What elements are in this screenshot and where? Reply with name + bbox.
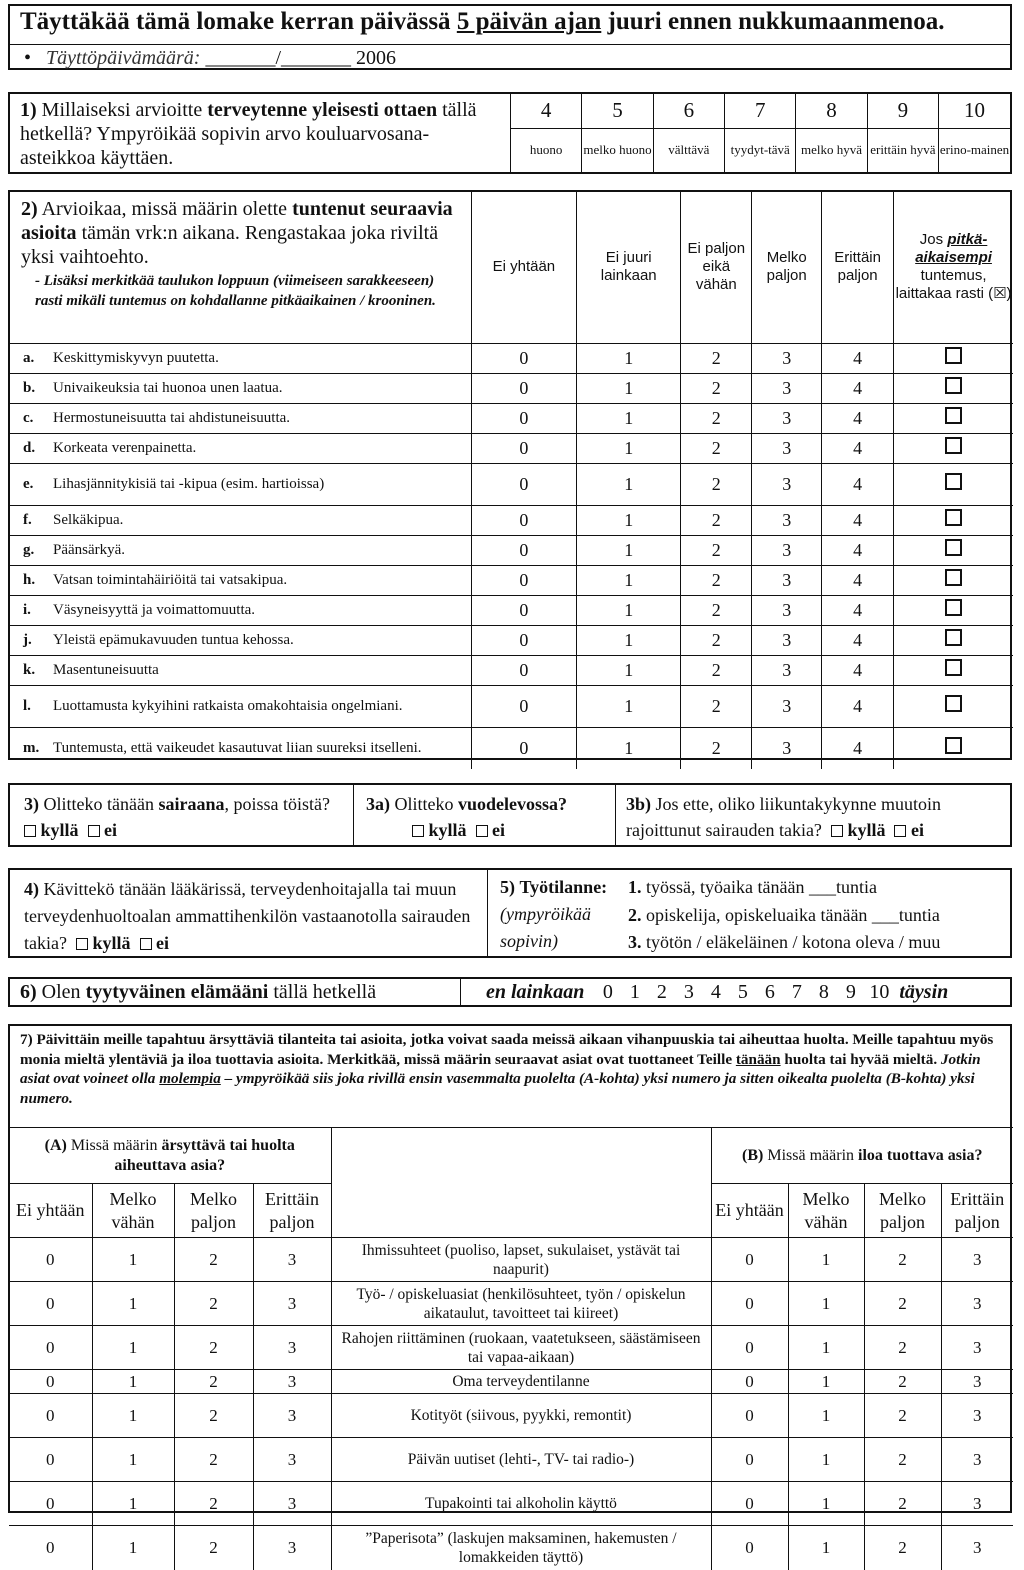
rating-a-option[interactable]: 3 [253,1238,331,1282]
q3-yes-checkbox[interactable] [24,825,36,837]
rating-option[interactable]: 4 [822,373,894,403]
symptom-row [9,463,1013,505]
header-title: Täyttäkää tämä lomake kerran päivässä 5 päivän ajan juuri ennen nukkumaanmenoa. [20,8,945,35]
rating-option[interactable]: 0 [471,403,576,433]
rating-option[interactable]: 3 [752,565,822,595]
rating-b-option[interactable]: 2 [864,1238,941,1282]
event-row [9,1526,1013,1570]
event-row [9,1282,1013,1326]
rating-option[interactable]: 0 [471,433,576,463]
q4-no-checkbox[interactable] [140,938,152,950]
rating-b-option[interactable]: 1 [788,1438,864,1482]
chronic-checkbox[interactable] [945,539,962,556]
q3-no-checkbox[interactable] [88,825,100,837]
q4-yes-checkbox[interactable] [76,938,88,950]
item-text: Hermostuneisuutta tai ahdistuneisuutta. [53,409,291,426]
rating-option[interactable]: 3 [752,343,822,373]
rating-option[interactable]: 1 [577,433,681,463]
rating-option[interactable]: 3 [752,403,822,433]
item-text: Yleistä epämukavuuden tuntua kehossa. [53,631,294,648]
rating-b-option[interactable]: 3 [941,1238,1013,1282]
rating-a-option[interactable]: 1 [92,1394,174,1438]
rating-option[interactable]: 3 [752,505,822,535]
rating-b-option[interactable]: 3 [941,1482,1013,1526]
rating-b-option[interactable]: 2 [864,1394,941,1438]
form-header [8,4,1012,70]
scale-value[interactable]: 6 [653,94,724,128]
rating-b-option[interactable]: 0 [711,1394,788,1438]
rating-b-option[interactable]: 2 [864,1370,941,1394]
event-row [9,1238,1013,1282]
rating-b-option[interactable]: 1 [788,1526,864,1570]
event-text: Oma terveydentilanne [331,1370,711,1394]
rating-option[interactable]: 4 [822,655,894,685]
rating-option[interactable]: 1 [577,463,681,505]
rating-b-option[interactable]: 2 [864,1526,941,1570]
item-text: Luottamusta kykyihini ratkaista omakohtaisia ongelmiani. [53,697,403,714]
symptom-row [9,505,1013,535]
item-letter: i. [23,601,31,618]
col-header-b: Melko vähän [788,1184,864,1238]
rating-option[interactable]: 1 [577,595,681,625]
rating-a-option[interactable]: 3 [253,1438,331,1482]
satisfaction-option[interactable]: 2 [656,981,667,1003]
rating-option[interactable]: 0 [471,625,576,655]
item-text: Selkäkipua. [53,511,124,528]
scale-value[interactable]: 10 [939,94,1010,128]
q3b-no-checkbox[interactable] [894,825,906,837]
rating-option[interactable]: 3 [752,625,822,655]
rating-option[interactable]: 1 [577,625,681,655]
rating-option[interactable]: 2 [681,625,752,655]
scale-label: erino-mainen [939,128,1010,172]
rating-option[interactable]: 1 [577,727,681,769]
rating-a-option[interactable]: 2 [174,1326,253,1370]
rating-b-option[interactable]: 2 [864,1326,941,1370]
rating-b-option[interactable]: 2 [864,1282,941,1326]
item-letter: c. [23,409,34,426]
question-1: 1) Millaiseksi arvioitte terveytenne yleisesti ottaen tällä hetkellä? Ympyröikää sopivin arvo kouluarvosana-asteikkoa käyttäen. 4 5 6 7 8 9 10 huono melko huono välttävä tyydyt-tävä melko hyvä erittäin hyvä erino-mainen [8,92,1012,174]
chronic-checkbox[interactable] [945,659,962,676]
symptom-row [9,433,1013,463]
chronic-checkbox[interactable] [945,437,962,454]
rating-option[interactable]: 2 [681,463,752,505]
question-6: 6) Olen tyytyväinen elämääni tällä hetkellä en lainkaan 0 1 2 3 4 5 6 7 8 9 10 täysin [8,977,1012,1007]
question-3-group: 3) Olitteko tänään sairaana, poissa töistä? kyllä ei 3a) Olitteko vuodelevossa? kyllä ei 3b) Jos ette, oliko liikuntakykynne muutoin rajoittunut sairauden takia? kyllä ei [8,783,1012,847]
rating-option[interactable]: 2 [681,373,752,403]
chronic-checkbox[interactable] [945,377,962,394]
rating-option[interactable]: 4 [822,625,894,655]
rating-option[interactable]: 1 [577,343,681,373]
rating-a-option[interactable]: 1 [92,1482,174,1526]
rating-a-option[interactable]: 2 [174,1394,253,1438]
rating-a-option[interactable]: 0 [9,1326,92,1370]
scale-value[interactable]: 5 [582,94,653,128]
rating-b-option[interactable]: 3 [941,1282,1013,1326]
rating-option[interactable]: 1 [577,403,681,433]
rating-a-option[interactable]: 3 [253,1282,331,1326]
events-table [9,1127,1013,1570]
chronic-checkbox[interactable] [945,347,962,364]
rating-a-option[interactable]: 0 [9,1282,92,1326]
satisfaction-option[interactable]: 3 [683,981,694,1003]
rating-option[interactable]: 0 [471,595,576,625]
rating-option[interactable]: 2 [681,655,752,685]
rating-option[interactable]: 0 [471,565,576,595]
rating-option[interactable]: 2 [681,727,752,769]
date-row: • Täyttöpäivämäärä: _______/_______ 2006 [24,47,397,69]
chronic-checkbox[interactable] [945,629,962,646]
q7-intro: 7) Päivittäin meille tapahtuu ärsyttäviä tilanteita tai asioita, jotka voivat saada meissä aikaan vihanpuuskia tai aiheuttaa huolta. Meille tapahtuu myös monia mieltä ylentäviä ja iloa tuottavia asioita. Merkitkää, missä määrin seuraavat asiat ovat tuottaneet Teille tänään huolta tai hyvää mieltä. Jotkin asiat ovat voineet olla molempia – ympyröikää siis joka rivillä ensin vasemmalta puolelta (A-kohta) yksi numero ja sitten oikealta puolelta (B-kohta) yksi numero. [20,1031,994,1107]
event-text: Ihmissuhteet (puoliso, lapset, sukulaiset, ystävät tai naapurit) [331,1238,711,1282]
rating-b-option[interactable]: 1 [788,1370,864,1394]
rating-a-option[interactable]: 2 [174,1282,253,1326]
rating-b-option[interactable]: 1 [788,1282,864,1326]
rating-option[interactable]: 1 [577,685,681,727]
col-header-b: Erittäin paljon [941,1184,1013,1238]
rating-b-option[interactable]: 0 [711,1438,788,1482]
item-text: Keskittymiskyvyn puutetta. [53,349,219,366]
date-day-field[interactable]: _______ [205,47,276,69]
rating-option[interactable]: 2 [681,565,752,595]
work-option[interactable]: 2. opiskelija, opiskeluaika tänään ___tuntia [628,904,940,925]
rating-option[interactable]: 1 [577,655,681,685]
rating-option[interactable]: 4 [822,595,894,625]
satisfaction-option[interactable]: 9 [845,981,856,1003]
event-text: Rahojen riittäminen (ruokaan, vaatetukseen, säästämiseen tai vapaa-aikaan) [331,1326,711,1370]
rating-a-option[interactable]: 3 [253,1482,331,1526]
rating-option[interactable]: 0 [471,343,576,373]
rating-option[interactable]: 3 [752,535,822,565]
symptom-row [9,685,1013,727]
event-row [9,1438,1013,1482]
rating-b-option[interactable]: 0 [711,1370,788,1394]
rating-a-option[interactable]: 1 [92,1326,174,1370]
group-b-header: (B) Missä määrin iloa tuottava asia? [711,1128,1013,1184]
rating-b-option[interactable]: 3 [941,1326,1013,1370]
scale-value[interactable]: 7 [725,94,796,128]
item-letter: k. [23,661,36,678]
event-row [9,1370,1013,1394]
question-2 [8,190,1012,760]
rating-b-option[interactable]: 3 [941,1438,1013,1482]
rating-option[interactable]: 4 [822,505,894,535]
satisfaction-option[interactable]: 6 [764,981,775,1003]
satisfaction-option[interactable]: 1 [629,981,640,1003]
rating-b-option[interactable]: 1 [788,1482,864,1526]
col-header-a: Erittäin paljon [253,1184,331,1238]
rating-b-option[interactable]: 1 [788,1326,864,1370]
rating-option[interactable]: 0 [471,535,576,565]
col-header-b: Ei yhtään [711,1184,788,1238]
rating-a-option[interactable]: 2 [174,1482,253,1526]
item-letter: e. [23,475,34,492]
item-letter: b. [23,379,36,396]
col-header: Melko paljon [752,191,822,343]
event-text: Päivän uutiset (lehti-, TV- tai radio-) [331,1438,711,1482]
rating-option[interactable]: 4 [822,565,894,595]
chronic-checkbox[interactable] [945,695,962,712]
rating-option[interactable]: 0 [471,727,576,769]
rating-option[interactable]: 2 [681,685,752,727]
chronic-checkbox[interactable] [945,569,962,586]
rating-a-option[interactable]: 3 [253,1526,331,1570]
rating-b-option[interactable]: 0 [711,1282,788,1326]
event-text: Kotityöt (siivous, pyykki, remontit) [331,1394,711,1438]
scale-value[interactable]: 8 [796,94,867,128]
work-option[interactable]: 1. työssä, työaika tänään ___tuntia [628,877,877,897]
rating-b-option[interactable]: 0 [711,1238,788,1282]
item-letter: d. [23,439,36,456]
rating-option[interactable]: 0 [471,373,576,403]
item-text: Vatsan toimintahäiriöitä tai vatsakipua. [53,571,288,588]
item-text: Päänsärkyä. [53,541,126,558]
chronic-checkbox[interactable] [945,473,962,490]
col-header-chronic: Jos pitkä-aikaisempi tuntemus, laittakaa rasti (☒) [894,191,1013,343]
col-header-a: Melko paljon [174,1184,253,1238]
rating-a-option[interactable]: 1 [92,1370,174,1394]
item-text: Lihasjännitykisiä tai -kipua (esim. hartioissa) [53,475,325,492]
rating-option[interactable]: 4 [822,403,894,433]
satisfaction-option[interactable]: 5 [737,981,748,1003]
symptom-row [9,595,1013,625]
rating-option[interactable]: 4 [822,433,894,463]
rating-option[interactable]: 1 [577,535,681,565]
item-letter: l. [23,697,31,714]
rating-a-option[interactable]: 0 [9,1394,92,1438]
item-letter: a. [23,349,35,366]
rating-a-option[interactable]: 2 [174,1370,253,1394]
rating-a-option[interactable]: 0 [9,1438,92,1482]
item-text: Korkeata verenpainetta. [53,439,197,456]
question-4-5-group: 4) Kävittekö tänään lääkärissä, terveydenhoitajalla tai muun terveydenhuoltoalan ammattihenkilön vastaanotolla sairauden takia? kyllä ei 5) Työtilanne: (ympyröikää sopivin) 1. työssä, työaika tänään ___tuntia 2. opiskelija, opiskeluaika tänään ___tuntia 3. työtön / eläkeläinen / kotona oleva / muu [8,868,1012,958]
rating-option[interactable]: 2 [681,535,752,565]
rating-option[interactable]: 2 [681,343,752,373]
col-header-b: Melko paljon [864,1184,941,1238]
scale-value[interactable]: 9 [867,94,938,128]
scale-label: melko huono [582,128,653,172]
symptom-row [9,625,1013,655]
rating-option[interactable]: 0 [471,655,576,685]
rating-a-option[interactable]: 3 [253,1394,331,1438]
item-letter: j. [23,631,32,648]
rating-option[interactable]: 2 [681,403,752,433]
item-letter: f. [23,511,32,528]
date-label: Täyttöpäivämäärä: [46,47,201,69]
question-7 [8,1024,1012,1566]
rating-option[interactable]: 0 [471,685,576,727]
symptom-row [9,655,1013,685]
rating-option[interactable]: 3 [752,373,822,403]
satisfaction-option[interactable]: 7 [791,981,802,1003]
item-text: Tuntemusta, että vaikeudet kasautuvat liian suureksi itselleni. [53,739,422,756]
rating-option[interactable]: 4 [822,535,894,565]
rating-b-option[interactable]: 3 [941,1370,1013,1394]
chronic-checkbox[interactable] [945,509,962,526]
rating-option[interactable]: 1 [577,565,681,595]
rating-a-option[interactable]: 1 [92,1438,174,1482]
symptom-row [9,403,1013,433]
symptom-row [9,373,1013,403]
rating-option[interactable]: 4 [822,727,894,769]
rating-option[interactable]: 1 [577,505,681,535]
scale-label: huono [511,128,582,172]
rating-option[interactable]: 0 [471,505,576,535]
rating-b-option[interactable]: 2 [864,1482,941,1526]
rating-option[interactable]: 3 [752,463,822,505]
rating-b-option[interactable]: 1 [788,1238,864,1282]
scale-label: tyydyt-tävä [725,128,796,172]
rating-a-option[interactable]: 0 [9,1482,92,1526]
item-text: Väsyneisyyttä ja voimattomuutta. [53,601,256,618]
scale-label: välttävä [653,128,724,172]
rating-option[interactable]: 4 [822,463,894,505]
satisfaction-option[interactable]: 8 [818,981,829,1003]
event-row [9,1482,1013,1526]
satisfaction-scale: en lainkaan 0 1 2 3 4 5 6 7 8 9 10 täysin [486,981,949,1003]
date-month-field[interactable]: _______ [281,47,352,69]
rating-option[interactable]: 3 [752,685,822,727]
col-header: Ei paljon eikä vähän [681,191,752,343]
rating-option[interactable]: 1 [577,373,681,403]
rating-option[interactable]: 3 [752,433,822,463]
chronic-checkbox[interactable] [945,599,962,616]
rating-a-option[interactable]: 3 [253,1326,331,1370]
rating-b-option[interactable]: 3 [941,1526,1013,1570]
group-a-header: (A) Missä määrin ärsyttävä tai huolta aiheuttava asia? [9,1128,331,1184]
rating-a-option[interactable]: 2 [174,1526,253,1570]
rating-option[interactable]: 3 [752,727,822,769]
col-header-a: Melko vähän [92,1184,174,1238]
rating-option[interactable]: 2 [681,433,752,463]
item-letter: m. [23,739,40,756]
rating-a-option[interactable]: 2 [174,1238,253,1282]
satisfaction-option[interactable]: 0 [602,981,613,1003]
rating-a-option[interactable]: 3 [253,1370,331,1394]
rating-a-option[interactable]: 0 [9,1526,92,1570]
symptom-table: 2) Arvioikaa, missä määrin olette tuntenut seuraavia asioita tämän vrk:n aikana. Rengastakaa joka riviltä yksi vaihtoehto. - Lisäksi merkitkää taulukon loppuun (viimeiseen sarakkeeseen) rasti mikäli tuntemus on kohdallanne pitkäaikainen / krooninen. Ei yhtään Ei juuri lainkaan Ei paljon eikä vähän Melko paljon Erittäin paljon Jos pitkä-aikaisempi tuntemus, laittakaa rasti (☒) a. Keskittymiskyvyn puutetta. 0 1 2 3 4 b. Univaikeuksia tai huonoa unen laatua. 0 1 2 3 4 c. Hermostuneisuutta tai ahdistuneisuutta. 0 1 2 3 4 d. Korkeata verenpainetta. 0 1 2 3 4 e. Lihasjännitykisiä tai -kipua (esim. hartioissa) 0 1 2 3 4 f. Selkäkipua. 0 1 2 3 4 g. Päänsärkyä. 0 1 2 3 4 h. Vatsan toimintahäiriöitä tai vatsakipua. 0 1 2 3 4 i. Väsyneisyyttä ja voimattomuutta. 0 1 2 3 4 j. Yleistä epämukavuuden tuntua kehossa. 0 1 2 3 4 k. Masentuneisuutta 0 1 2 3 4 l. Luottamusta kykyihini ratkaista omakohtaisia ongelmiani. 0 1 2 3 4 m. Tuntemusta, että vaikeudet kasautuvat liian suureksi itselleni. 0 1 2 3 4 [9,191,1013,769]
rating-option[interactable]: 0 [471,463,576,505]
rating-a-option[interactable]: 1 [92,1238,174,1282]
health-scale [510,94,1010,172]
event-text: ”Paperisota” (laskujen maksaminen, hakemusten / lomakkeiden täyttö) [331,1526,711,1570]
q3a-no-checkbox[interactable] [476,825,488,837]
q3a-yes-checkbox[interactable] [412,825,424,837]
item-letter: h. [23,571,36,588]
item-text: Masentuneisuutta [53,661,159,678]
event-row [9,1394,1013,1438]
event-text: Tupakointi tai alkoholin käyttö [331,1482,711,1526]
rating-a-option[interactable]: 0 [9,1370,92,1394]
col-header-a: Ei yhtään [9,1184,92,1238]
rating-b-option[interactable]: 3 [941,1394,1013,1438]
rating-option[interactable]: 3 [752,655,822,685]
col-header: Erittäin paljon [822,191,894,343]
rating-b-option[interactable]: 0 [711,1326,788,1370]
q2-note: - Lisäksi merkitkää taulukon loppuun (viimeiseen sarakkeeseen) rasti mikäli tuntemus on kohdallanne pitkäaikainen / krooninen. [35,273,436,309]
satisfaction-option[interactable]: 4 [710,981,721,1003]
scale-label: erittäin hyvä [867,128,938,172]
rating-a-option[interactable]: 1 [92,1526,174,1570]
scale-value[interactable]: 4 [511,94,582,128]
rating-b-option[interactable]: 0 [711,1482,788,1526]
rating-a-option[interactable]: 2 [174,1438,253,1482]
rating-a-option[interactable]: 0 [9,1238,92,1282]
symptom-row [9,343,1013,373]
rating-option[interactable]: 2 [681,595,752,625]
satisfaction-option[interactable]: 10 [869,981,890,1003]
chronic-checkbox[interactable] [945,737,962,754]
q3b-yes-checkbox[interactable] [831,825,843,837]
rating-option[interactable]: 4 [822,685,894,727]
event-text: Työ- / opiskeluasiat (henkilösuhteet, työn / opiskelun aikataulut, tavoitteet tai kiireet) [331,1282,711,1326]
rating-b-option[interactable]: 1 [788,1394,864,1438]
symptom-row [9,727,1013,769]
rating-b-option[interactable]: 2 [864,1438,941,1482]
work-option[interactable]: 3. työtön / eläkeläinen / kotona oleva / muu [628,932,941,952]
col-header: Ei juuri lainkaan [577,191,681,343]
symptom-row [9,535,1013,565]
symptom-row [9,565,1013,595]
rating-b-option[interactable]: 0 [711,1526,788,1570]
rating-a-option[interactable]: 1 [92,1282,174,1326]
rating-option[interactable]: 3 [752,595,822,625]
event-row [9,1326,1013,1370]
chronic-checkbox[interactable] [945,407,962,424]
rating-option[interactable]: 2 [681,505,752,535]
item-letter: g. [23,541,35,558]
scale-label: melko hyvä [796,128,867,172]
rating-option[interactable]: 4 [822,343,894,373]
col-header: Ei yhtään [471,191,576,343]
item-text: Univaikeuksia tai huonoa unen laatua. [53,379,283,396]
